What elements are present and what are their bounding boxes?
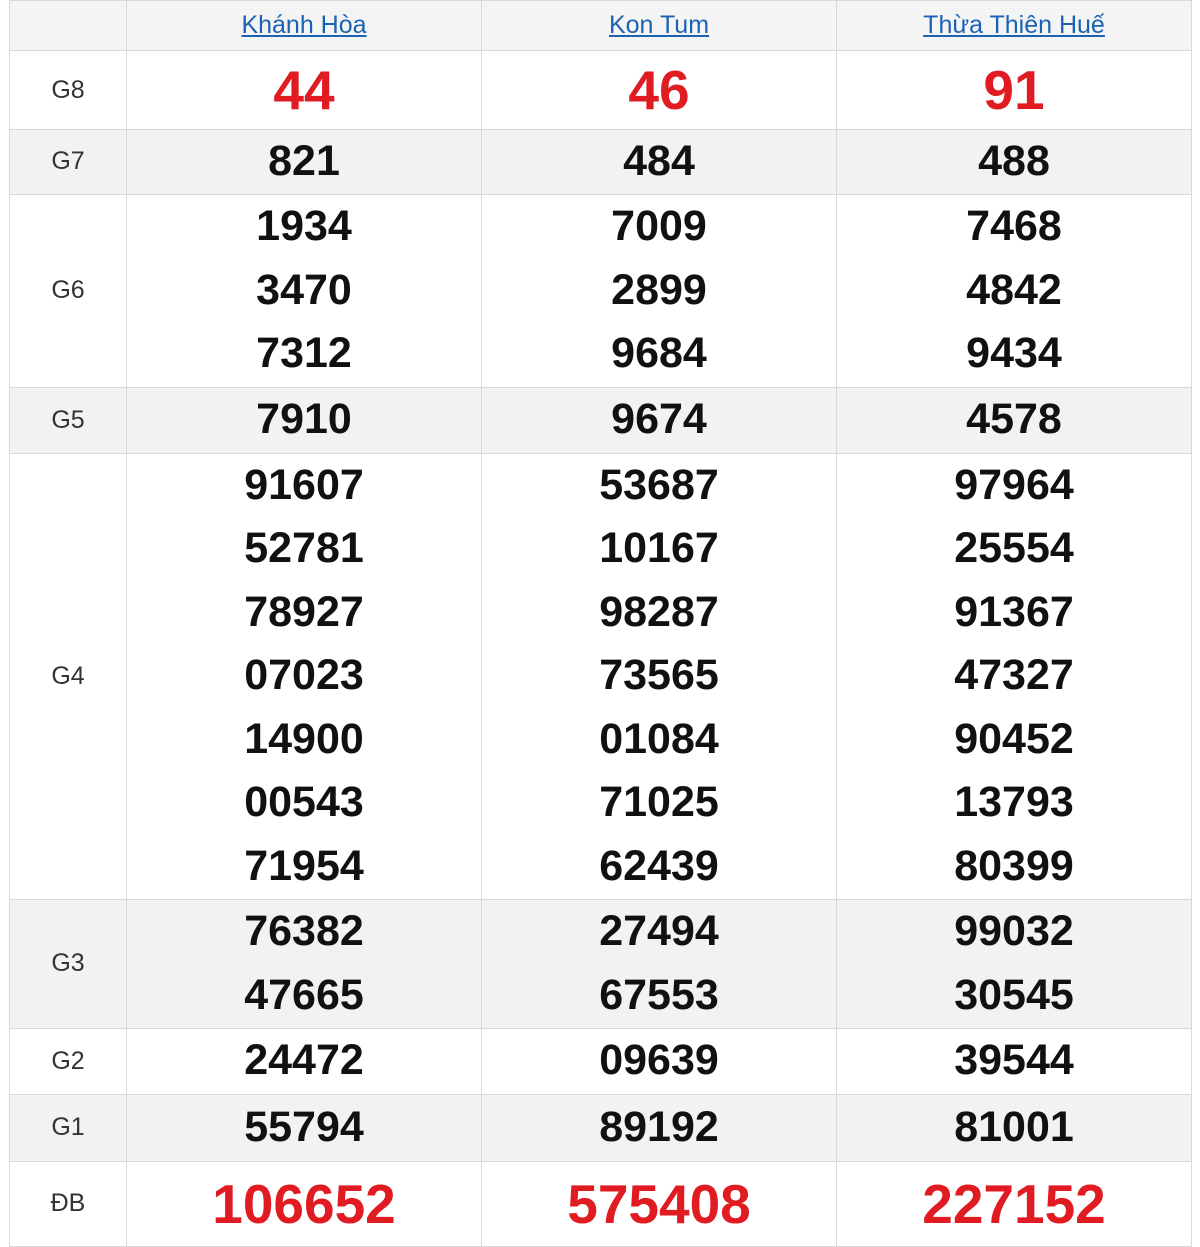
result-cell — [127, 130, 482, 195]
result-number: 99032 — [954, 907, 1074, 955]
results-table-container — [9, 0, 1191, 1247]
prize-row-g8 — [10, 51, 1192, 130]
result-number: 227152 — [922, 1172, 1106, 1235]
result-number: 10167 — [599, 524, 719, 573]
result-number: 78927 — [244, 587, 364, 636]
result-number: 80399 — [954, 841, 1074, 890]
result-number: 73565 — [599, 651, 719, 700]
result-number: 106652 — [212, 1172, 396, 1235]
result-cell — [127, 1094, 482, 1161]
header-row — [10, 1, 1192, 51]
result-number: 14900 — [244, 714, 364, 763]
result-number: 4842 — [966, 265, 1062, 314]
result-number: 13793 — [954, 778, 1074, 827]
prize-label: G4 — [10, 453, 127, 899]
result-cell — [837, 453, 1192, 899]
prize-row-g5 — [10, 387, 1192, 453]
prize-row-g2 — [10, 1028, 1192, 1094]
result-number: 52781 — [244, 524, 364, 573]
result-number: 9674 — [611, 395, 707, 444]
result-number: 91607 — [244, 460, 364, 509]
result-number: 7468 — [966, 202, 1062, 251]
result-number: 2899 — [611, 265, 707, 314]
result-number: 91367 — [954, 587, 1074, 636]
result-cell — [127, 899, 482, 1028]
result-number: 27494 — [599, 907, 719, 955]
result-number: 30545 — [954, 970, 1074, 1019]
header-empty-cell — [10, 1, 127, 51]
result-number: 07023 — [244, 651, 364, 700]
header-province-1 — [127, 1, 482, 51]
prize-label: G7 — [10, 130, 127, 195]
result-cell — [837, 130, 1192, 195]
prize-label: G8 — [10, 51, 127, 130]
result-number: 01084 — [599, 714, 719, 763]
result-number: 1934 — [256, 202, 352, 251]
result-cell — [837, 899, 1192, 1028]
result-number: 7312 — [256, 329, 352, 378]
prize-row-g3 — [10, 899, 1192, 1028]
result-number: 3470 — [256, 265, 352, 314]
result-cell — [482, 51, 837, 130]
header-province-2 — [482, 1, 837, 51]
result-number: 39544 — [954, 1036, 1074, 1085]
prize-label: G5 — [10, 387, 127, 453]
result-cell — [837, 51, 1192, 130]
result-number: 25554 — [954, 524, 1074, 573]
result-number: 9684 — [611, 329, 707, 378]
result-number: 71954 — [244, 841, 364, 890]
result-number: 44 — [273, 59, 335, 121]
result-number: 89192 — [599, 1102, 719, 1151]
result-number: 4578 — [966, 395, 1062, 444]
header-province-3 — [837, 1, 1192, 51]
result-cell — [127, 51, 482, 130]
prize-row-g4 — [10, 453, 1192, 899]
result-number: 9434 — [966, 329, 1062, 378]
result-number: 00543 — [244, 778, 364, 827]
prize-label: G2 — [10, 1028, 127, 1094]
result-number: 91 — [983, 59, 1045, 121]
province-link-kon-tum[interactable]: Kon Tum — [608, 11, 710, 39]
prize-row-g6 — [10, 194, 1192, 387]
result-cell — [482, 387, 837, 453]
result-number: 09639 — [599, 1036, 719, 1085]
result-cell — [127, 387, 482, 453]
province-link-khanh-hoa[interactable]: Khánh Hòa — [241, 11, 367, 39]
result-number: 7009 — [611, 202, 707, 251]
result-number: 47665 — [244, 970, 364, 1019]
prize-row-db — [10, 1161, 1192, 1246]
result-number: 821 — [268, 137, 340, 185]
result-number: 46 — [628, 59, 690, 121]
prize-label: G3 — [10, 899, 127, 1028]
result-cell — [482, 453, 837, 899]
result-number: 24472 — [244, 1036, 364, 1085]
prize-label: G1 — [10, 1094, 127, 1161]
result-cell — [837, 194, 1192, 387]
prize-label: G6 — [10, 194, 127, 387]
result-number: 47327 — [954, 651, 1074, 700]
result-number: 71025 — [599, 778, 719, 827]
result-number: 484 — [623, 137, 695, 185]
result-number: 62439 — [599, 841, 719, 890]
result-number: 81001 — [954, 1102, 1074, 1151]
result-number: 575408 — [567, 1172, 751, 1235]
result-number: 67553 — [599, 970, 719, 1019]
result-cell — [837, 1161, 1192, 1246]
result-number: 90452 — [954, 714, 1074, 763]
province-link-thua-thien-hue[interactable]: Thừa Thiên Huế — [923, 11, 1105, 39]
result-cell — [127, 194, 482, 387]
result-number: 53687 — [599, 460, 719, 509]
prize-label: ĐB — [10, 1161, 127, 1246]
result-cell — [127, 1161, 482, 1246]
result-cell — [482, 1028, 837, 1094]
result-cell — [127, 1028, 482, 1094]
result-cell — [482, 899, 837, 1028]
result-number: 97964 — [954, 460, 1074, 509]
prize-row-g7 — [10, 130, 1192, 195]
result-cell — [837, 1028, 1192, 1094]
result-number: 98287 — [599, 587, 719, 636]
result-cell — [482, 130, 837, 195]
result-cell — [482, 194, 837, 387]
result-cell — [837, 387, 1192, 453]
result-cell — [482, 1094, 837, 1161]
result-cell — [482, 1161, 837, 1246]
result-number: 7910 — [256, 395, 352, 444]
result-number: 55794 — [244, 1102, 364, 1151]
result-cell — [837, 1094, 1192, 1161]
result-number: 488 — [978, 137, 1050, 185]
result-cell — [127, 453, 482, 899]
lottery-results-table — [9, 0, 1192, 1247]
prize-row-g1 — [10, 1094, 1192, 1161]
result-number: 76382 — [244, 907, 364, 955]
